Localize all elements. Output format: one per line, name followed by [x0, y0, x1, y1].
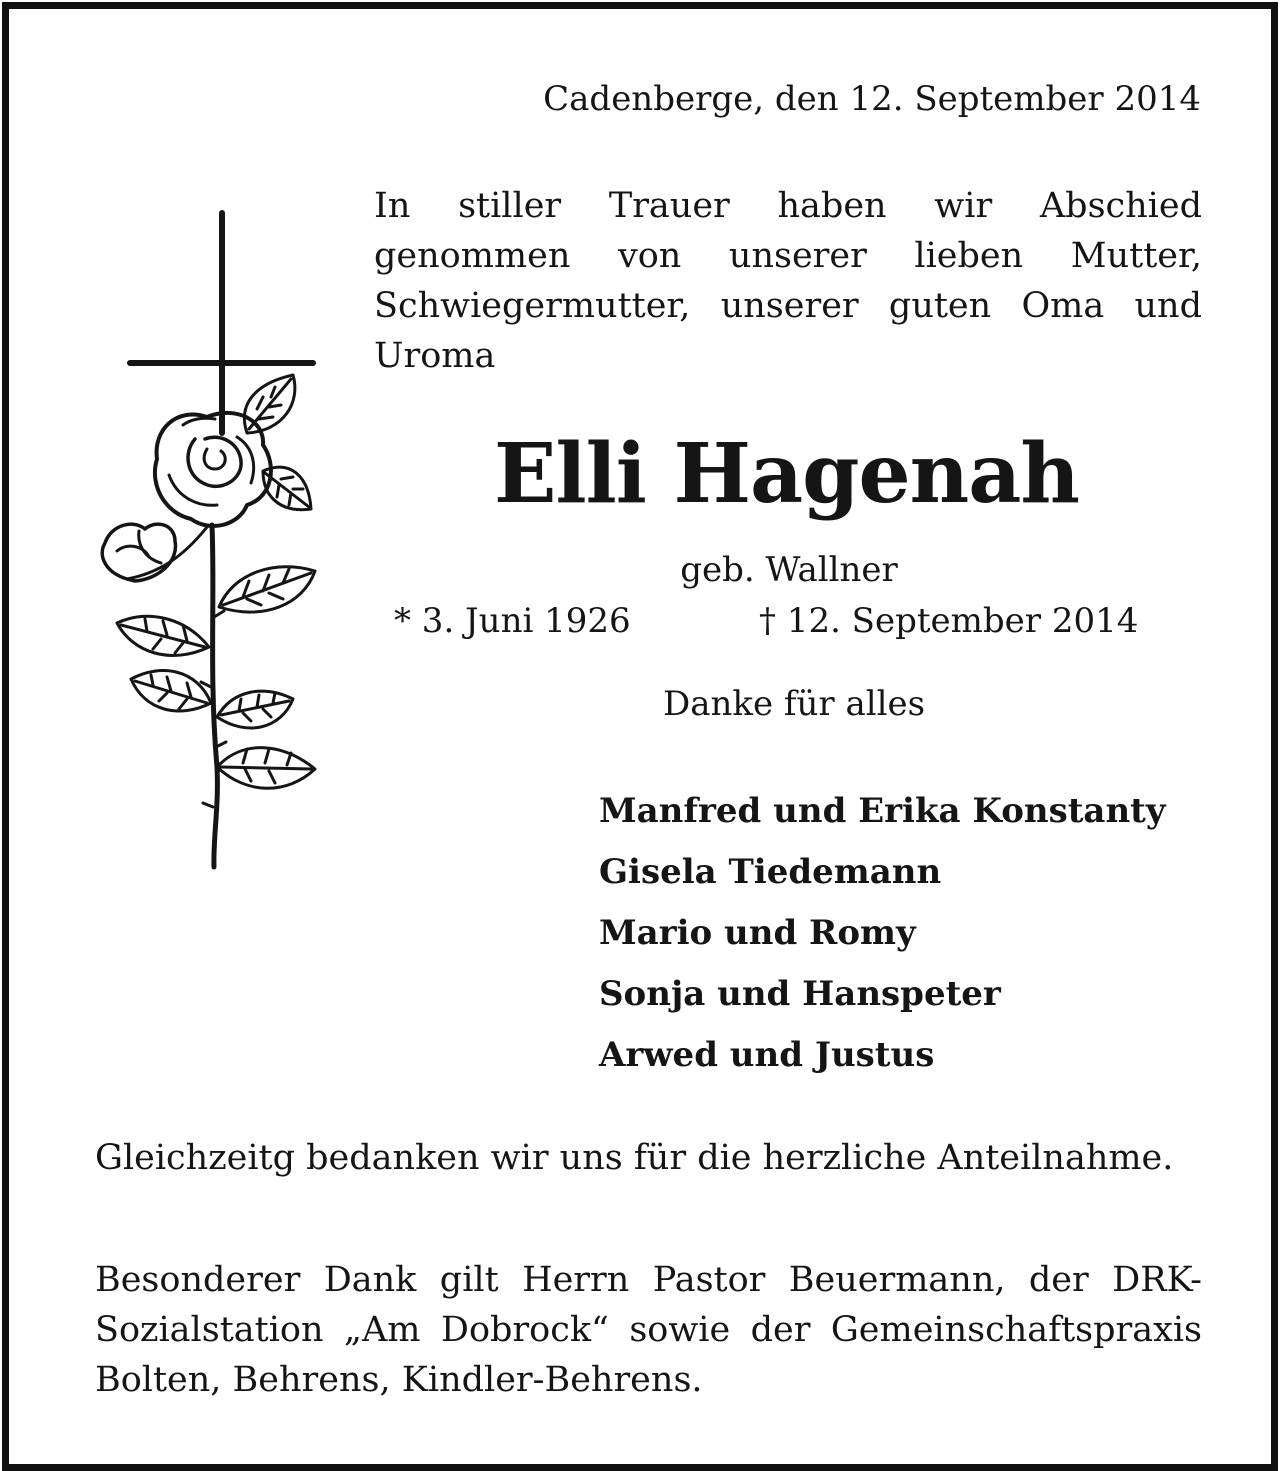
closing-paragraph: Gleichzeitg bedanken wir uns für die herzliche Anteilnahme. — [95, 1138, 1174, 1178]
dateline: Cadenberge, den 12. September 2014 — [543, 79, 1201, 119]
signer: Arwed und Justus — [599, 1035, 935, 1075]
cross-with-rose-icon — [87, 207, 327, 875]
signer: Manfred und Erika Konstanty — [599, 791, 1166, 831]
thanks-line: Danke für alles — [662, 684, 926, 724]
signers-list — [599, 781, 1166, 1086]
obituary-frame — [2, 2, 1278, 1471]
closing-paragraph: Besonderer Dank gilt Herrn Pastor Beuermann, der DRK-Sozialstation „Am Dobrock“ sowie der Gemeinschaftspraxis Bolten, Behrens, Kindler-Behrens. — [95, 1260, 1202, 1400]
signer: Gisela Tiedemann — [599, 852, 942, 892]
deceased-name: Elli Hagenah — [494, 426, 1079, 522]
signer: Mario und Romy — [599, 913, 916, 953]
maiden-name: geb. Wallner — [680, 550, 898, 590]
intro-text: In stiller Trauer haben wir Abschied genommen von unserer lieben Mutter, Schwiegermutter, unserer guten Oma und Uroma — [374, 186, 1202, 376]
signer: Sonja und Hanspeter — [599, 974, 1001, 1014]
death-date: † 12. September 2014 — [759, 601, 1139, 641]
birth-date: * 3. Juni 1926 — [394, 601, 631, 641]
